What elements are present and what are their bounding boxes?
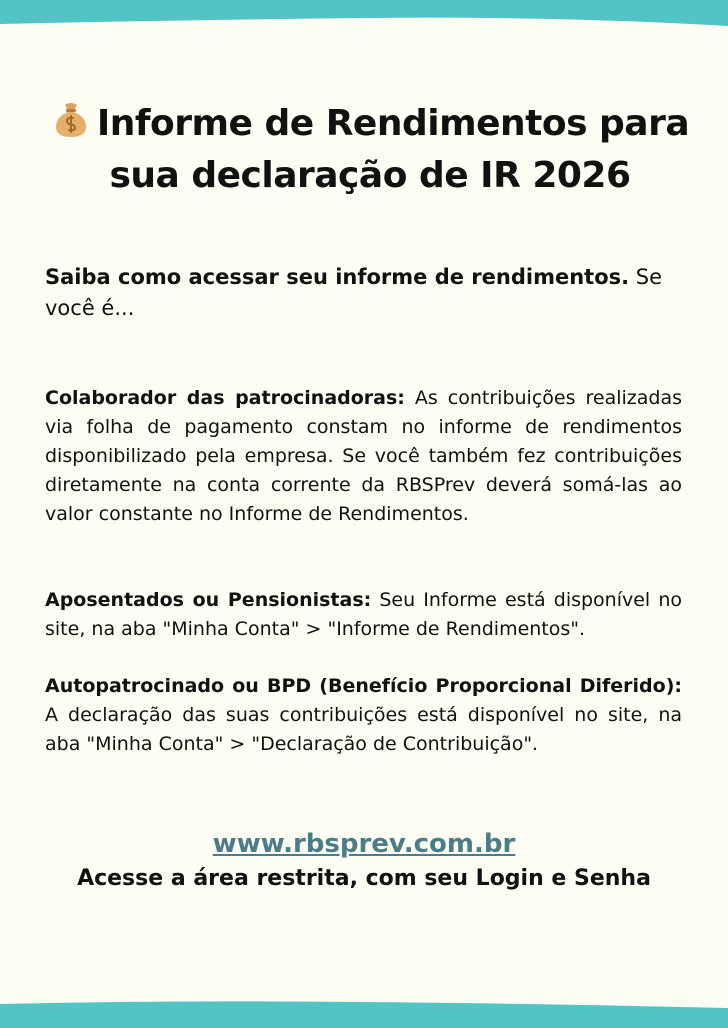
bottom-band-shape [0, 1001, 728, 1028]
intro-bold: Saiba como acessar seu informe de rendimentos. [45, 265, 630, 289]
page-title [40, 98, 700, 202]
top-decorative-band [0, 0, 728, 30]
top-band-shape [0, 0, 728, 26]
title-line-2: sua declaração de IR 2026 [109, 155, 631, 196]
money-bag-icon [51, 99, 91, 139]
section-autopatrocinado [45, 672, 682, 759]
section-label: Colaborador das patrocinadoras: [45, 387, 405, 409]
website-link[interactable]: www.rbsprev.com.br [212, 829, 516, 859]
section-colaborador [45, 384, 682, 529]
section-label: Autopatrocinado ou BPD (Benefício Proporcional Diferido): [45, 675, 682, 697]
call-to-action: Acesse a área restrita, com seu Login e Senha [77, 866, 651, 891]
section-text: Seu Informe está disponível no site, na aba "Minha Conta" > "Informe de Rendimentos". [45, 589, 682, 640]
section-aposentados [45, 586, 682, 644]
intro-text [45, 262, 685, 324]
bottom-decorative-band [0, 998, 728, 1028]
intro-rest: Se você é... [45, 265, 663, 320]
section-label: Aposentados ou Pensionistas: [45, 589, 372, 611]
title-line-1: Informe de Rendimentos para [96, 103, 690, 144]
section-text: As contribuições realizadas via folha de pagamento constam no informe de rendimentos disponibilizado pela empresa. Se você também fez contribuições diretamente na conta corrente da RBSPrev deverá somá-las ao valor constante no Informe de Rendimentos. [45, 387, 682, 525]
section-text: A declaração das suas contribuições está disponível no site, na aba "Minha Conta" > "Declaração de Contribuição". [45, 704, 682, 755]
